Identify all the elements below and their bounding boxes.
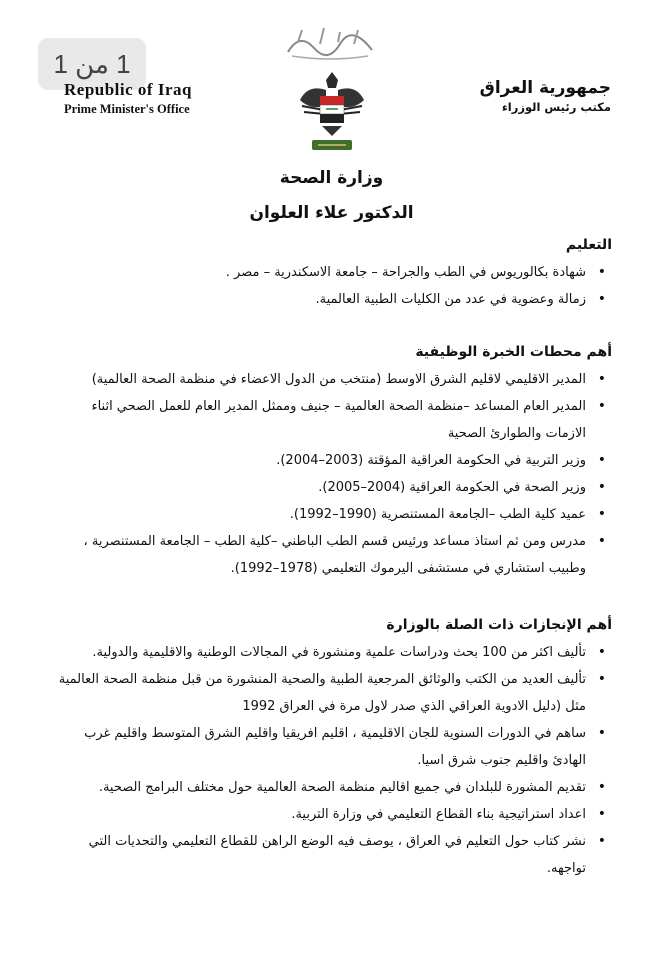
page-indicator-badge: 1 من 1	[38, 38, 146, 90]
list-item: • تقديم المشورة للبلدان في جميع اقاليم منظمة الصحة العالمية حول مختلف البرامج الصحية.	[56, 774, 586, 801]
list-item: • تأليف اكثر من 100 بحث ودراسات علمية ومنشورة في المجالات الوطنية والاقليمية والدولية.	[56, 639, 586, 666]
list-item: • شهادة بكالوريوس في الطب والجراحة – جامعة الاسكندرية – مصر .	[56, 259, 586, 286]
achievements-list	[56, 639, 612, 882]
list-item: • اعداد استراتيجية بناء القطاع التعليمي في وزارة التربية.	[56, 801, 586, 828]
list-item: • المدير الاقليمي لاقليم الشرق الاوسط (منتخب من الدول الاعضاء في منظمة الصحة العالمية)	[56, 366, 586, 393]
achievements-section	[56, 617, 612, 882]
list-item: • مدرس ومن ثم استاذ مساعد ورئيس قسم الطب الباطني –كلية الطب – الجامعة المستنصرية ، وطبيب استشاري في مستشفى اليرموك التعليمي (1978–1992).	[56, 528, 586, 582]
education-list	[56, 259, 612, 313]
person-name: الدكتور علاء العلوان	[249, 203, 414, 223]
list-item: • زمالة وعضوية في عدد من الكليات الطبية العالمية.	[56, 286, 586, 313]
iraq-eagle-emblem-icon	[296, 66, 368, 158]
list-item: • تأليف العديد من الكتب والوثائق المرجعية الطبية والصحية المنشورة من قبل منظمة الصحة العالمية مثل (دليل الادوية العراقي الذي صدر لاول مرة في العراق 1992	[56, 666, 586, 720]
office-arabic-label: مكتب رئيس الوزراء	[501, 100, 611, 114]
experience-heading: أهم محطات الخبرة الوظيفية	[415, 344, 612, 360]
education-heading: التعليم	[565, 237, 612, 253]
achievements-heading: أهم الإنجازات ذات الصلة بالوزارة	[386, 617, 612, 633]
list-item: • نشر كتاب حول التعليم في العراق ، يوصف فيه الوضع الراهن للقطاع التعليمي والتحديات التي تواجهه.	[56, 828, 586, 882]
letterhead-english	[64, 80, 192, 117]
basmala-calligraphy-icon	[280, 22, 380, 62]
list-item: • وزير التربية في الحكومة العراقية المؤقتة (2003–2004).	[56, 447, 586, 474]
list-item: • المدير العام المساعد –منظمة الصحة العالمية – جنيف وممثل المدير العام للعمل الصحي اثناء الازمات والطوارئ الصحية	[56, 393, 586, 447]
list-item: • وزير الصحة في الحكومة العراقية (2004–2005).	[56, 474, 586, 501]
experience-list	[56, 366, 612, 582]
republic-arabic-label: جمهورية العراق	[479, 78, 611, 98]
letterhead-arabic	[480, 78, 611, 114]
list-item: • عميد كلية الطب –الجامعة المستنصرية (1990–1992).	[56, 501, 586, 528]
republic-label: Republic of Iraq	[64, 80, 192, 99]
education-section	[56, 237, 612, 313]
ministry-title: وزارة الصحة	[279, 168, 384, 188]
experience-section	[56, 344, 612, 582]
list-item: • ساهم في الدورات السنوية للجان الاقليمية ، اقليم افريقيا واقليم الشرق المتوسط واقليم غرب الهادئ واقليم جنوب شرق اسيا.	[56, 720, 586, 774]
office-label: Prime Minister's Office	[64, 102, 190, 116]
